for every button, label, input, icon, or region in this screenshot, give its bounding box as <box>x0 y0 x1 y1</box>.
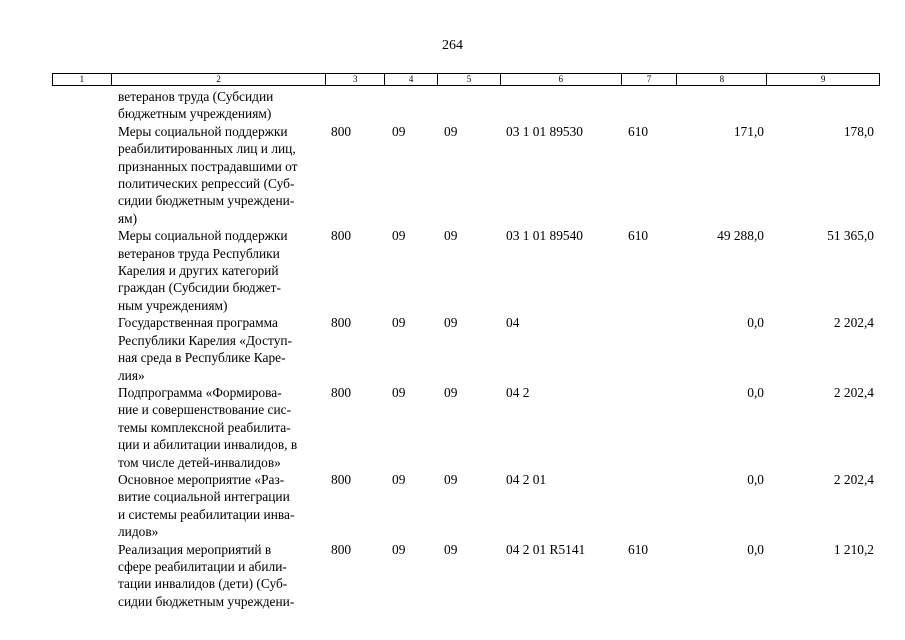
row-amount-col-9: 178,0 <box>843 123 874 139</box>
header-col-7: 7 <box>622 74 678 85</box>
row-target-article-code: 04 2 01 <box>506 471 547 487</box>
description-line: Карелия и других категорий <box>118 263 279 279</box>
description-line: сидии бюджетным учреждени- <box>118 193 295 209</box>
row-section-code: 09 <box>392 228 406 244</box>
description-line: лия» <box>118 367 145 383</box>
description-line: ветеранов труда (Субсидии <box>118 89 274 104</box>
row-expense-type-code: 610 <box>628 123 649 139</box>
row-ministry-code: 800 <box>331 228 352 244</box>
description-line: граждан (Субсидии бюджет- <box>118 280 281 296</box>
row-amount-col-9: 51 365,0 <box>827 228 874 244</box>
row-target-article-code: 03 1 01 89530 <box>506 123 583 139</box>
description-line: сидии бюджетным учреждени- <box>118 593 295 609</box>
row-section-code: 09 <box>392 541 406 557</box>
description-line: ветеранов труда Республики <box>118 245 280 261</box>
header-col-8: 8 <box>677 74 767 85</box>
page-number: 264 <box>442 38 463 53</box>
row-description <box>111 314 326 384</box>
row-target-article-code: 04 2 01 R5141 <box>506 541 586 557</box>
description-line: признанных пострадавшими от <box>118 158 298 174</box>
row-expense-type-code <box>622 384 678 471</box>
row-subsection-code: 09 <box>444 123 458 139</box>
row-description <box>111 227 326 314</box>
description-line: лидов» <box>118 524 159 540</box>
row-cell-col-1 <box>52 123 111 227</box>
row-target-article-code: 04 <box>506 315 520 331</box>
header-col-4: 4 <box>385 74 438 85</box>
row-amount-col-8: 0,0 <box>747 315 764 331</box>
description-line: Меры социальной поддержки <box>118 228 288 244</box>
row-amount-col-8 <box>678 88 768 123</box>
row-amount-col-9: 1 210,2 <box>833 541 874 557</box>
table-row <box>52 314 880 384</box>
row-ministry-code <box>326 88 385 123</box>
row-description <box>111 541 326 611</box>
row-ministry-code: 800 <box>331 384 352 400</box>
row-section-code: 09 <box>392 471 406 487</box>
row-cell-col-1 <box>52 88 111 123</box>
description-line: темы комплексной реабилита- <box>118 419 291 435</box>
row-ministry-code: 800 <box>331 541 352 557</box>
description-line: ям) <box>118 210 138 226</box>
description-line: том числе детей-инвалидов» <box>118 454 281 470</box>
row-subsection-code: 09 <box>444 541 458 557</box>
table-row <box>52 123 880 227</box>
row-expense-type-code: 610 <box>628 228 649 244</box>
row-amount-col-9: 2 202,4 <box>833 471 874 487</box>
description-line: ции и абилитации инвалидов, в <box>118 437 298 453</box>
header-col-2: 2 <box>112 74 326 85</box>
description-line: ным учреждениям) <box>118 297 228 313</box>
row-cell-col-1 <box>52 227 111 314</box>
row-description <box>111 123 326 227</box>
description-line: и системы реабилитации инва- <box>118 506 295 522</box>
description-line: сфере реабилитации и абили- <box>118 558 287 574</box>
description-line: ние и совершенствование сис- <box>118 402 292 418</box>
row-amount-col-8: 0,0 <box>747 471 764 487</box>
description-line: Республики Карелия «Доступ- <box>118 332 293 348</box>
row-section-code: 09 <box>392 384 406 400</box>
row-target-article-code: 03 1 01 89540 <box>506 228 583 244</box>
description-line: Реализация мероприятий в <box>118 541 272 557</box>
row-description <box>111 384 326 471</box>
description-line: политических репрессий (Суб- <box>118 176 295 192</box>
description-line: Меры социальной поддержки <box>118 123 288 139</box>
row-cell-col-1 <box>52 384 111 471</box>
description-line: Основное мероприятие «Раз- <box>118 471 285 487</box>
row-section-code: 09 <box>392 315 406 331</box>
row-cell-col-1 <box>52 471 111 541</box>
header-col-9: 9 <box>820 74 826 84</box>
table-row <box>52 88 880 123</box>
row-expense-type-code <box>622 471 678 541</box>
row-subsection-code: 09 <box>444 228 458 244</box>
description-line: бюджетным учреждениям) <box>118 106 272 122</box>
description-line: ная среда в Республике Каре- <box>118 350 286 366</box>
budget-table-body <box>52 88 880 610</box>
row-expense-type-code <box>622 88 678 123</box>
row-subsection-code: 09 <box>444 315 458 331</box>
row-cell-col-1 <box>52 541 111 611</box>
row-amount-col-9: 2 202,4 <box>833 384 874 400</box>
row-ministry-code: 800 <box>331 315 352 331</box>
row-amount-col-8: 0,0 <box>747 541 764 557</box>
row-expense-type-code: 610 <box>628 541 649 557</box>
table-row <box>52 541 880 611</box>
row-ministry-code: 800 <box>331 471 352 487</box>
row-target-article-code <box>501 88 622 123</box>
header-col-6: 6 <box>501 74 622 85</box>
header-col-1: 1 <box>53 74 112 85</box>
description-line: Государственная программа <box>118 315 278 331</box>
row-subsection-code <box>438 88 501 123</box>
row-amount-col-9 <box>768 88 880 123</box>
row-cell-col-1 <box>52 314 111 384</box>
description-line: Подпрограмма «Формирова- <box>118 384 282 400</box>
row-amount-col-8: 171,0 <box>733 123 764 139</box>
row-amount-col-8: 49 288,0 <box>717 228 764 244</box>
description-line: тации инвалидов (дети) (Суб- <box>118 576 288 592</box>
row-description <box>111 471 326 541</box>
row-description <box>111 88 326 123</box>
row-ministry-code: 800 <box>331 123 352 139</box>
row-subsection-code: 09 <box>444 471 458 487</box>
table-row <box>52 471 880 541</box>
row-section-code <box>385 88 438 123</box>
description-line: витие социальной интеграции <box>118 489 290 505</box>
header-col-5: 5 <box>438 74 501 85</box>
header-col-3: 3 <box>326 74 385 85</box>
row-amount-col-9: 2 202,4 <box>833 315 874 331</box>
column-number-header <box>52 73 880 86</box>
row-section-code: 09 <box>392 123 406 139</box>
row-target-article-code: 04 2 <box>506 384 530 400</box>
table-row <box>52 384 880 471</box>
row-expense-type-code <box>622 314 678 384</box>
row-subsection-code: 09 <box>444 384 458 400</box>
table-row <box>52 227 880 314</box>
row-amount-col-8: 0,0 <box>747 384 764 400</box>
description-line: реабилитированных лиц и лиц, <box>118 141 296 157</box>
